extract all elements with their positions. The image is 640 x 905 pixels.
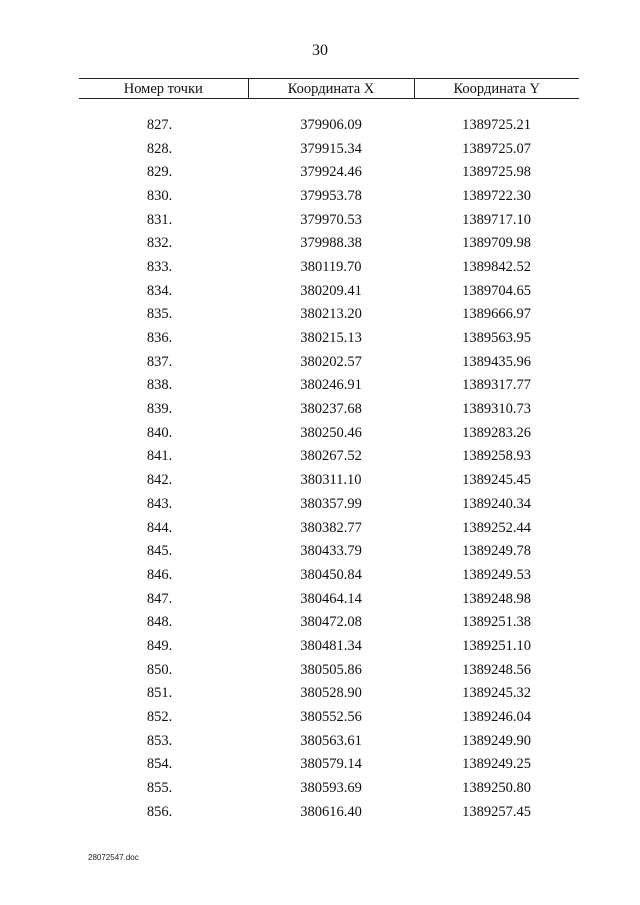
cell-coordinate-x: 380464.14 <box>300 590 362 607</box>
cell-point-number: 827. <box>146 116 173 133</box>
cell-point-number: 843. <box>146 495 173 512</box>
cell-point-number: 856. <box>146 803 173 820</box>
cell-coordinate-x: 379906.09 <box>300 116 362 133</box>
cell-coordinate-y: 1389725.21 <box>462 116 531 133</box>
cell-point-number: 830. <box>146 187 173 204</box>
table-row <box>79 800 579 824</box>
cell-coordinate-x: 380215.13 <box>300 330 362 347</box>
cell-point-number: 850. <box>146 661 173 678</box>
cell-coordinate-y: 1389246.04 <box>462 709 531 726</box>
table-row <box>79 397 579 421</box>
cell-coordinate-x: 380528.90 <box>300 685 362 702</box>
table-row <box>79 705 579 729</box>
cell-coordinate-x: 379915.34 <box>300 140 362 157</box>
cell-coordinate-y: 1389725.07 <box>462 140 531 157</box>
cell-point-number: 837. <box>146 353 173 370</box>
header-point-number: Номер точки <box>79 79 248 99</box>
cell-coordinate-y: 1389257.45 <box>462 803 531 820</box>
cell-coordinate-y: 1389252.44 <box>462 519 531 536</box>
cell-point-number: 838. <box>146 377 173 394</box>
table-row <box>79 137 579 161</box>
cell-point-number: 828. <box>146 140 173 157</box>
table-row <box>79 350 579 374</box>
cell-coordinate-x: 380552.56 <box>300 709 362 726</box>
cell-coordinate-x: 380250.46 <box>300 424 362 441</box>
cell-point-number: 831. <box>146 211 173 228</box>
cell-coordinate-y: 1389258.93 <box>462 448 531 465</box>
cell-point-number: 833. <box>146 258 173 275</box>
table-row <box>79 326 579 350</box>
cell-coordinate-x: 380246.91 <box>300 377 362 394</box>
table-row <box>79 468 579 492</box>
table-row <box>79 279 579 303</box>
table-row <box>79 563 579 587</box>
cell-coordinate-x: 380311.10 <box>300 472 362 489</box>
table-row <box>79 374 579 398</box>
table-row <box>79 231 579 255</box>
table-row <box>79 587 579 611</box>
cell-point-number: 832. <box>146 235 173 252</box>
cell-point-number: 841. <box>146 448 173 465</box>
footer-doc-filename: 28072547.doc <box>88 853 139 862</box>
cell-coordinate-x: 380472.08 <box>300 614 362 631</box>
cell-coordinate-x: 379924.46 <box>300 164 362 181</box>
cell-coordinate-y: 1389563.95 <box>462 330 531 347</box>
cell-point-number: 848. <box>146 614 173 631</box>
table-row <box>79 729 579 753</box>
cell-coordinate-y: 1389240.34 <box>462 495 531 512</box>
table-row <box>79 516 579 540</box>
cell-coordinate-x: 379970.53 <box>300 211 362 228</box>
page-number: 30 <box>312 42 328 59</box>
header-row <box>79 79 579 99</box>
cell-coordinate-y: 1389666.97 <box>462 306 531 323</box>
cell-coordinate-x: 380579.14 <box>300 756 362 773</box>
header-spacer-row <box>79 99 579 114</box>
table-row <box>79 539 579 563</box>
table-row <box>79 303 579 327</box>
cell-coordinate-x: 380505.86 <box>300 661 362 678</box>
table-row <box>79 184 579 208</box>
cell-coordinate-y: 1389249.53 <box>462 566 531 583</box>
cell-coordinate-x: 380616.40 <box>300 803 362 820</box>
cell-point-number: 839. <box>146 401 173 418</box>
table-row <box>79 753 579 777</box>
cell-coordinate-y: 1389245.32 <box>462 685 531 702</box>
cell-coordinate-x: 380433.79 <box>300 543 362 560</box>
cell-coordinate-y: 1389717.10 <box>462 211 531 228</box>
cell-coordinate-y: 1389283.26 <box>462 424 531 441</box>
cell-coordinate-x: 380202.57 <box>300 353 362 370</box>
cell-point-number: 847. <box>146 590 173 607</box>
cell-coordinate-y: 1389722.30 <box>462 187 531 204</box>
cell-coordinate-x: 380450.84 <box>300 566 362 583</box>
cell-coordinate-x: 380237.68 <box>300 401 362 418</box>
cell-coordinate-y: 1389842.52 <box>462 258 531 275</box>
cell-coordinate-x: 380357.99 <box>300 495 362 512</box>
table-row <box>79 445 579 469</box>
cell-point-number: 840. <box>146 424 173 441</box>
table-row <box>79 255 579 279</box>
table-header <box>79 79 579 99</box>
cell-point-number: 855. <box>146 780 173 797</box>
header-coordinate-y: Координата Y <box>414 79 579 99</box>
table-row <box>79 160 579 184</box>
table-row <box>79 421 579 445</box>
cell-coordinate-x: 379953.78 <box>300 187 362 204</box>
table-row <box>79 776 579 800</box>
cell-coordinate-y: 1389704.65 <box>462 282 531 299</box>
cell-coordinate-y: 1389248.56 <box>462 661 531 678</box>
cell-coordinate-y: 1389249.90 <box>462 732 531 749</box>
cell-coordinate-y: 1389709.98 <box>462 235 531 252</box>
cell-coordinate-y: 1389245.45 <box>462 472 531 489</box>
table-body <box>79 99 579 824</box>
cell-coordinate-x: 380119.70 <box>300 258 362 275</box>
cell-point-number: 846. <box>146 566 173 583</box>
table-row <box>79 208 579 232</box>
cell-point-number: 851. <box>146 685 173 702</box>
cell-point-number: 852. <box>146 709 173 726</box>
coordinates-table <box>79 78 579 824</box>
cell-point-number: 835. <box>146 306 173 323</box>
cell-point-number: 844. <box>146 519 173 536</box>
cell-coordinate-y: 1389251.10 <box>462 637 531 654</box>
cell-point-number: 854. <box>146 756 173 773</box>
cell-coordinate-y: 1389249.25 <box>462 756 531 773</box>
cell-coordinate-y: 1389249.78 <box>462 543 531 560</box>
cell-coordinate-y: 1389248.98 <box>462 590 531 607</box>
cell-coordinate-x: 379988.38 <box>300 235 362 252</box>
table-row <box>79 113 579 137</box>
table-row <box>79 492 579 516</box>
header-coordinate-x: Координата X <box>248 79 414 99</box>
cell-coordinate-x: 380382.77 <box>300 519 362 536</box>
table-row <box>79 634 579 658</box>
table-row <box>79 610 579 634</box>
cell-coordinate-x: 380481.34 <box>300 637 362 654</box>
cell-coordinate-y: 1389250.80 <box>462 780 531 797</box>
cell-coordinate-x: 380593.69 <box>300 780 362 797</box>
cell-point-number: 853. <box>146 732 173 749</box>
cell-coordinate-y: 1389310.73 <box>462 401 531 418</box>
cell-point-number: 849. <box>146 637 173 654</box>
cell-coordinate-y: 1389725.98 <box>462 164 531 181</box>
cell-point-number: 842. <box>146 472 173 489</box>
cell-point-number: 834. <box>146 282 173 299</box>
table-row <box>79 658 579 682</box>
cell-coordinate-x: 380267.52 <box>300 448 362 465</box>
cell-point-number: 836. <box>146 330 173 347</box>
cell-coordinate-y: 1389251.38 <box>462 614 531 631</box>
cell-point-number: 845. <box>146 543 173 560</box>
cell-coordinate-x: 380209.41 <box>300 282 362 299</box>
cell-coordinate-x: 380213.20 <box>300 306 362 323</box>
cell-point-number: 829. <box>146 164 173 181</box>
cell-coordinate-y: 1389435.96 <box>462 353 531 370</box>
cell-coordinate-x: 380563.61 <box>300 732 362 749</box>
table-row <box>79 682 579 706</box>
cell-coordinate-y: 1389317.77 <box>462 377 531 394</box>
